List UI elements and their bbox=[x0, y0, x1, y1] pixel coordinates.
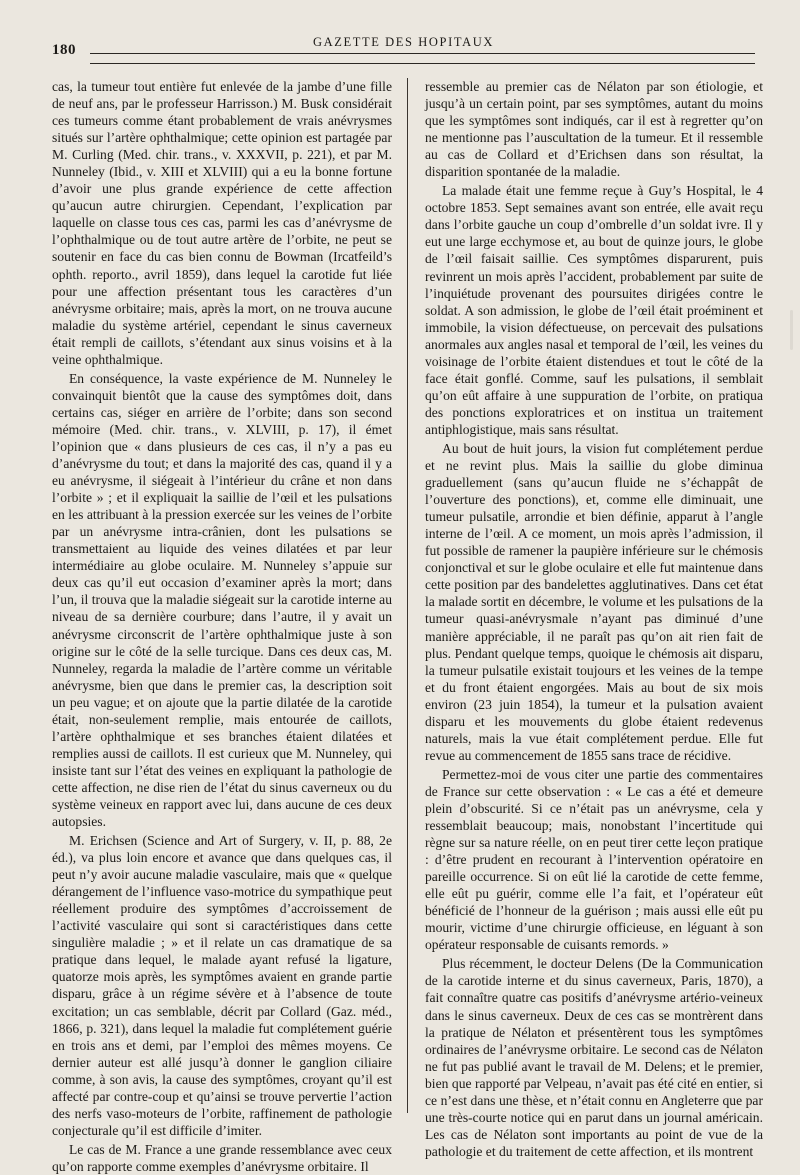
scan-mark bbox=[790, 310, 793, 350]
page-header bbox=[52, 28, 755, 70]
right-paragraph-1: ressemble au premier cas de Nélaton par son étiologie, et jusqu’à un certain point, par ses symptômes, autant du moins que les symptômes sont indiqués, car il est à regretter qu’on ne mentionne pas l’auscultation de la tumeur. Et il ressemble au cas de Collard et d’Erichsen dans son résultat, la disparition spontanée de la maladie. bbox=[425, 79, 763, 180]
left-text-column bbox=[52, 78, 392, 1174]
left-paragraph-2: En conséquence, la vaste expérience de M. Nunneley le convainquit bientôt que la cause des symptômes doit, dans certains cas, siéger en arrière de l’orbite; dans son second mémoire (Med. chir. trans., v. XLVIII, p. 17), il émet l’opinion que « dans plusieurs de ces cas, il n’y a pas eu d’anévrysme du tout; et dans la majorité des cas, quand il y a eu anévrysme, il siégeait à l’intérieur du crâne et non dans l’orbite » ; et il expliquait la saillie de l’œil et les pulsations en les attribuant à la pression exercée sur les veines de l’orbite par un anévrysme intra-crânien, dont les pulsations se transmettaient au liquide des veines dilatées et par leur intermédiaire au globe oculaire. M. Nunneley s’appuie sur deux cas qu’il eut occasion d’examiner après la mort; dans l’un, il trouva que la maladie siégeait sur la carotide interne au niveau de sa dernière courbure; dans l’autre, il y avait un anévrysme circonscrit de l’artère ophthalmique juste à son origine sur le côté de la selle turcique. Dans ces deux cas, M. Nunneley, regarda la maladie de l’artère comme un véritable anévrysme, bien que dans le premier cas, la description soit un peu vague; et on ajoute que la partie dilatée de la carotide était, non-seulement remplie, mais entourée de caillots, l’artère ophthalmique et ses branches étaient dilatées et remplies aussi de caillots. Il est curieux que M. Nunneley, qui insiste tant sur l’état des veines en expliquant la pathologie de cette affection, ne dise rien de l’état du sinus caverneux ou du système veineux en rapport avec lui, dans aucune de ces deux autopsies. bbox=[52, 370, 392, 830]
right-paragraph-2: La malade était une femme reçue à Guy’s Hospital, le 4 octobre 1853. Sept semaines avant son entrée, elle avait reçu dans l’orbite gauche un coup d’ombrelle d’un soldat ivre. Il y eut une large ecchymose et, au bout de quinze jours, le globe de l’œil faisait saillie. Ces symptômes disparurent, puis revinrent un mois après l’accident, probablement par suite de l’inquiétude provenant des poursuites dirigées contre le soldat. A son admission, le globe de l’œil était proéminent et immobile, la vision défectueuse, on percevait des pulsations anormales aux angles nasal et temporal de l’œil, les veines du voisinage de l’orbite étaient distendues et tout le côté de la face était gonflé. Comme, sauf les pulsations, il semblait qu’on eût affaire à une suppuration de l’orbite, on pratiqua des ponctions exploratrices et on institua un traitement antiphlogistique, mais sans résultat. bbox=[425, 183, 763, 437]
right-paragraph-5: Plus récemment, le docteur Delens (De la Communication de la carotide interne et du sinus caverneux, Paris, 1870), a fait connaître quatre cas positifs d’anévrysme artério-veineux dans le sinus caverneux. Deux de ces cas se montrèrent dans la pratique de Nélaton et présentèrent tous les symptômes ordinaires de l’anévrysme orbitaire. Le second cas de Nélaton ne fut pas publié avant le travail de M. Delens; et le premier, bien que rapporté par Velpeau, n’avait pas été cité en entier, si ce n’est dans une thèse, et n’était connu en Angleterre que par une très-courte notice qui en parut dans un journal américain. Les cas de Nélaton sont importants au point de vue de la pathologie et du traitement de cette affection, et ils montrent bbox=[425, 956, 763, 1159]
header-rule-bottom bbox=[90, 63, 755, 64]
left-paragraph-4: Le cas de M. France a une grande ressemblance avec ceux qu’on rapporte comme exemples d’anévrysme orbitaire. Il bbox=[52, 1141, 392, 1174]
right-paragraph-4: Permettez-moi de vous citer une partie des commentaires de France sur cette observation : « Le cas a été et demeure plein d’obscurité. Si ce n’était pas un anévrysme, cela y ressemblait beaucoup; mais, nonobstant l’incertitude qui règne sur sa nature réelle, on en peut tirer cette leçon pratique : d’être prudent en recourant à l’intervention opératoire en pareille occurrence. Si on eût lié la carotide de cette femme, elle eût pu guérir, comme elle l’a fait, et l’opérateur eût bénéficié de l’honneur de la guérison ; mais aussi elle eût pu mourir, victime d’une chirurgie officieuse, en léguant à son opérateur responsable de cuisants remords. » bbox=[425, 766, 763, 953]
scan-mark bbox=[742, 1040, 748, 1046]
left-paragraph-3: M. Erichsen (Science and Art of Surgery, v. II, p. 88, 2e éd.), va plus loin encore et avance que dans quelques cas, il peut n’y avoir aucune maladie vasculaire, mais que « quelque dérangement de l’influence vaso-motrice du sympathique peut réellement produire des symptômes d’accroissement de l’activité vasculaire qui sont si caractéristiques dans cette singulière maladie ; » et il relate un cas dramatique de sa pratique dans lequel, le malade ayant refusé la ligature, quatorze mois après, les symptômes avaient en grande partie disparu, grâce à un régime sévère et à l’absence de toute excitation; un cas semblable, décrit par Collard (Gaz. méd., 1866, p. 321), dans lequel la maladie fut complétement guérie en trois ans et demi, par l’emploi des mêmes moyens. Ce dernier auteur est allé jusqu’à donner le ganglion ciliaire comme, à son avis, la cause des symptômes, croyant qu’il est affecté par contre-coup et qu’ainsi se trouve pervertie l’action des nerfs vaso-moteurs de l’orbite, raffinement de pathologie conjecturale qu’il est difficile d’imiter. bbox=[52, 833, 392, 1138]
page-number: 180 bbox=[52, 42, 76, 58]
right-paragraph-3: Au bout de huit jours, la vision fut complétement perdue et ne revint plus. Mais la saillie du globe diminua graduellement (sans qu’aucun fluide ne s’échappât de l’ouverture des ponctions), et, comme elle diminuait, une tumeur pulsatile, arrondie et bien définie, apparut à l’angle interne de l’œil. A ce moment, un mois après l’admission, il fut possible de ramener la paupière inférieure sur le chémosis conjonctival et sur le globe oculaire et elle fut maintenue dans cette position par des bandelettes agglutinatives. Dans cet état la malade sortit en décembre, le volume et les pulsations de la tumeur quasi-anévrysmale n’ayant pas diminué d’une manière appréciable, il ne paraît pas qu’on ait rien fait de plus. Pendant quelque temps, quoique le chémosis ait disparu, la tumeur pulsatile existait toujours et les veines de la tempe et du front étaient engorgées. Mais au bout de six mois environ (23 juin 1854), la tumeur et la pulsation avaient disparu et les mouvements du globe étaient redevenus naturels, mais la vue était complétement perdue. Elle fut revue au commencement de 1855 sans trace de récidive. bbox=[425, 440, 763, 763]
right-text-column bbox=[425, 78, 763, 1159]
article-columns bbox=[52, 78, 763, 1174]
running-title: GAZETTE DES HOPITAUX bbox=[313, 35, 494, 49]
header-rule-top bbox=[90, 53, 755, 54]
left-paragraph-1: cas, la tumeur tout entière fut enlevée de la jambe d’une fille de neuf ans, par le professeur Harrisson.) M. Busk considérait ces tumeurs comme étant probablement de vrais anévrysmes situés sur l’artère ophthalmique; cette opinion est partagée par M. Curling (Med. chir. trans., v. XXXVII, p. 221), et par M. Nunneley (Ibid., v. XIII et XLVIII) qui a eu la bonne fortune d’avoir une plus grande expérience de cette affection qu’aucun autre chirurgien. Cependant, l’explication par laquelle on classe tous ces cas, parmi les cas d’anévrysme de l’ophthalmique ou de tout autre artère de l’orbite, ne peut se soutenir en face du cas bien connu de Bowman (Ircatfeild’s ophth. reporto., avril 1859), dans lequel la carotide fut liée pour une affection présentant tous les caractères d’un anévrysme orbitaire; mais, après la mort, on ne trouva aucune maladie du système artériel, cependant le sinus caverneux était rempli de caillots, s’étendant aux sinus voisins et à la veine ophthalmique. bbox=[52, 79, 392, 367]
column-divider bbox=[407, 78, 408, 1113]
